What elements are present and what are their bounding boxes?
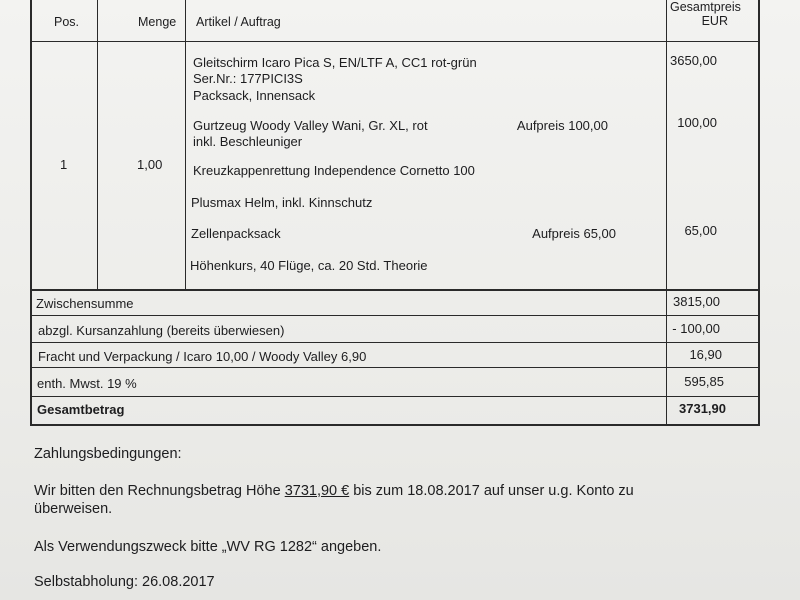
row-divider: [30, 342, 760, 343]
row-divider: [30, 367, 760, 368]
payment-text-a: Wir bitten den Rechnungsbetrag Höhe: [34, 483, 285, 499]
item-line: Kreuzkappenrettung Independence Cornetto 100: [193, 163, 475, 178]
vat-label: enth. Mwst. 19 %: [37, 376, 137, 391]
header-divider: [30, 41, 760, 42]
items-bottom-border: [30, 289, 760, 291]
total-value: 3731,90: [679, 401, 726, 416]
item-line: Plusmax Helm, inkl. Kinnschutz: [191, 195, 373, 210]
header-gesamtpreis: Gesamtpreis: [670, 0, 741, 14]
row-divider: [30, 396, 760, 397]
payment-amount: 3731,90 €: [284, 483, 350, 499]
deposit-label: abzgl. Kursanzahlung (bereits überwiesen): [38, 323, 285, 338]
price-gleitschirm: 3650,00: [670, 53, 717, 68]
payment-heading: Zahlungsbedingungen:: [34, 446, 182, 462]
price-column-divider: [666, 0, 667, 426]
payment-line-1: [34, 482, 634, 500]
price-gurtzeug: 100,00: [677, 115, 717, 130]
surcharge-gurtzeug: Aufpreis 100,00: [516, 118, 608, 133]
payment-reference: Als Verwendungszweck bitte „WV RG 1282“ angeben.: [34, 539, 382, 555]
price-zellenpacksack: 65,00: [684, 223, 717, 238]
item-line: inkl. Beschleuniger: [193, 134, 303, 149]
total-label: Gesamtbetrag: [37, 402, 125, 417]
item-line: Gleitschirm Icaro Pica S, EN/LTF A, CC1 rot-grün: [193, 55, 477, 70]
item-line: Ser.Nr.: 177PICI3S: [193, 71, 303, 86]
item-line: Zellenpacksack: [191, 226, 281, 241]
surcharge-zellenpacksack: Aufpreis 65,00: [532, 226, 616, 241]
menge-column-divider: [185, 0, 186, 290]
payment-line-2: überweisen.: [34, 501, 113, 517]
payment-text-b: bis zum 18.08.2017 auf unser u.g. Konto zu: [349, 483, 634, 499]
subtotal-label: Zwischensumme: [36, 296, 134, 311]
deposit-value: - 100,00: [672, 321, 720, 336]
table-border-bottom: [30, 424, 760, 426]
header-menge: Menge: [138, 15, 177, 29]
pos-column-divider: [97, 0, 98, 290]
shipping-label: Fracht und Verpackung / Icaro 10,00 / Woody Valley 6,90: [38, 349, 367, 364]
table-border-left: [30, 0, 32, 426]
item-line: Packsack, Innensack: [193, 88, 316, 103]
item-line: Höhenkurs, 40 Flüge, ca. 20 Std. Theorie: [190, 258, 428, 273]
item-pos: 1: [60, 157, 68, 172]
item-menge: 1,00: [137, 157, 163, 172]
vat-value: 595,85: [684, 374, 724, 389]
row-divider: [30, 315, 760, 316]
header-pos: Pos.: [54, 15, 80, 29]
header-eur: EUR: [701, 14, 728, 28]
invoice-table: [30, 0, 761, 426]
pickup-date: Selbstabholung: 26.08.2017: [34, 574, 215, 590]
item-line: Gurtzeug Woody Valley Wani, Gr. XL, rot: [193, 118, 428, 133]
subtotal-value: 3815,00: [673, 294, 720, 309]
header-artikel: Artikel / Auftrag: [196, 15, 281, 29]
table-border-right: [758, 0, 760, 426]
shipping-value: 16,90: [689, 347, 722, 362]
